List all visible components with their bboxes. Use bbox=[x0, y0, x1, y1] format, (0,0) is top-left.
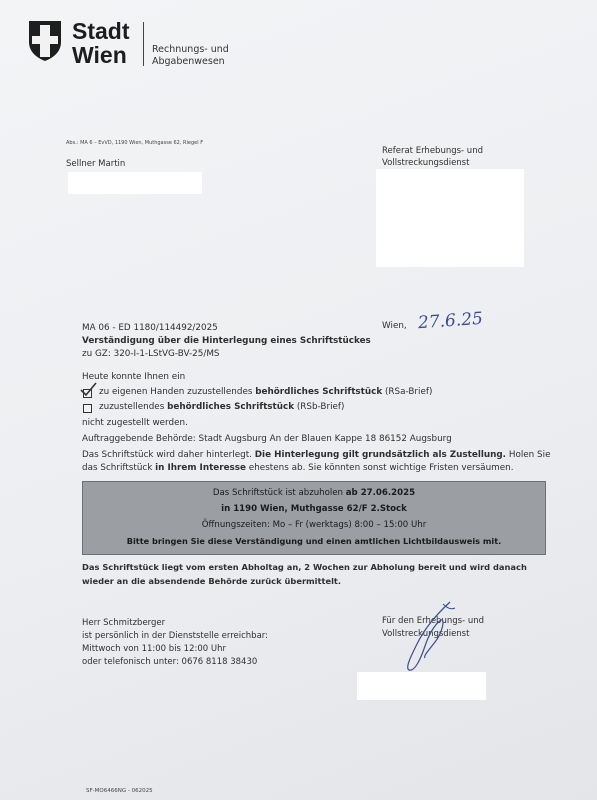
vienna-coat-of-arms-icon bbox=[28, 20, 62, 62]
signature-line-2: Vollstreckungsdienst bbox=[382, 629, 470, 639]
handwritten-date: 27.6.25 bbox=[417, 308, 484, 334]
gz-reference: zu GZ: 320-I-1-LStVG-BV-25/MS bbox=[82, 349, 220, 359]
logo-word-wien: Wien bbox=[72, 42, 127, 68]
pickup-info-box bbox=[82, 481, 546, 555]
redacted-signer-name bbox=[357, 672, 486, 700]
authority-text: Auftraggebende Behörde: Stadt Augsburg An der Blauen Kappe 18 86152 Augsburg bbox=[82, 434, 452, 444]
redacted-address bbox=[68, 172, 202, 194]
intro-text: Heute konnte Ihnen ein bbox=[82, 372, 186, 382]
signature-line-1: Für den Erhebungs- und bbox=[382, 616, 484, 626]
department-line-2: Vollstreckungsdienst bbox=[382, 158, 470, 168]
document-subject: Verständigung über die Hinterlegung eines Schriftstückes bbox=[82, 336, 371, 346]
pickup-date-line: Das Schriftstück ist abzuholen ab 27.06.2025 bbox=[212, 488, 416, 498]
redacted-department-details bbox=[376, 169, 524, 267]
contact-availability: ist persönlich in der Dienststelle erreichbar: bbox=[82, 631, 268, 641]
deposit-paragraph-line-2: das Schriftstück in Ihrem Interesse ehestens ab. Sie könnten sonst wichtige Fristen versäumen. bbox=[82, 463, 514, 473]
contact-name: Herr Schmitzberger bbox=[82, 618, 166, 628]
checkmark-icon bbox=[78, 381, 98, 397]
id-reminder: Bitte bringen Sie diese Verständigung und einen amtlichen Lichtbildausweis mit. bbox=[126, 536, 502, 546]
return-notice-line-1: Das Schriftstück liegt vom ersten Abholtag an, 2 Wochen zur Abholung bereit und wird danach bbox=[82, 562, 527, 572]
form-code: SF-MO6466NG - 062025 bbox=[86, 788, 153, 794]
checkbox-rsb bbox=[83, 404, 92, 413]
pickup-address: in 1190 Wien, Muthgasse 62/F 2.Stock bbox=[221, 504, 407, 514]
not-delivered-text: nicht zugestellt werden. bbox=[82, 418, 188, 428]
option-rsa: zu eigenen Handen zuzustellendes behördliches Schriftstück (RSa-Brief) bbox=[99, 387, 433, 397]
return-notice-line-2: wieder an die absendende Behörde zurück übermittelt. bbox=[82, 576, 342, 586]
recipient-name: Sellner Martin bbox=[66, 159, 126, 169]
deposit-paragraph-line-1: Das Schriftstück wird daher hinterlegt. Die Hinterlegung gilt grundsätzlich als Zustellung. Holen Sie bbox=[82, 450, 551, 460]
case-number: MA 06 - ED 1180/114492/2025 bbox=[82, 323, 218, 333]
date-place: Wien, bbox=[382, 321, 407, 331]
department-line-1: Referat Erhebungs- und bbox=[382, 146, 483, 156]
logo-subtitle-1: Rechnungs- und bbox=[152, 44, 229, 55]
logo-subtitle-2: Abgabenwesen bbox=[152, 56, 225, 67]
logo-divider bbox=[143, 22, 144, 66]
opening-hours: Öffnungszeiten: Mo – Fr (werktags) 8:00 – 15:00 Uhr bbox=[201, 520, 427, 530]
contact-phone: oder telefonisch unter: 0676 8118 38430 bbox=[82, 657, 258, 667]
sender-line: Abs.: MA 6 – EvVD, 1190 Wien, Muthgasse 62, Riegel F bbox=[66, 140, 204, 146]
logo-word-stadt: Stadt bbox=[72, 18, 130, 44]
option-rsb: zuzustellendes behördliches Schriftstück (RSb-Brief) bbox=[99, 402, 345, 412]
handwritten-signature-icon bbox=[395, 598, 470, 676]
contact-hours: Mittwoch von 11:00 bis 12:00 Uhr bbox=[82, 644, 226, 654]
